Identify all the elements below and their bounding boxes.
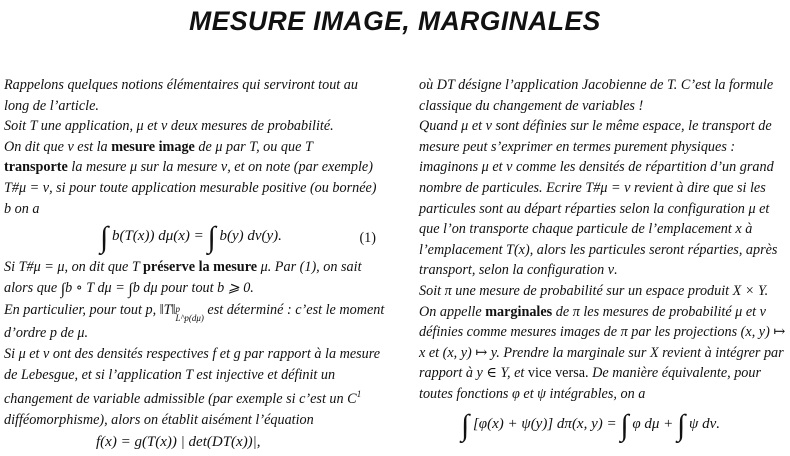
integral-sign: ∫ [100, 221, 109, 255]
left-column [4, 75, 386, 456]
definition-paragraph [4, 116, 386, 219]
equation-1-lhs: b(T(x)) dμ(x) = [111, 228, 204, 245]
article-title: MESURE IMAGE, MARGINALES [189, 6, 601, 36]
equation-jacobian [4, 430, 386, 456]
term-mesure-image: mesure image [111, 138, 195, 155]
preservation-paragraph [4, 257, 386, 300]
definition-text: de μ par T, ou que T [198, 138, 313, 155]
integral-sign: ∫ [60, 280, 66, 298]
marginals-lhs: [φ(x) + ψ(y)] dπ(x, y) = [472, 415, 617, 432]
marginals-phi: φ dμ + [632, 415, 674, 432]
marginals-psi: ψ dν. [689, 415, 720, 432]
density-text: Si μ et ν ont des densités respectives f et g par rapport à la mesure de Lebesgue, et si l’application T est injective et définit un changement de variable admissible (par exemple si c’est un C [4, 345, 381, 408]
integral-sign: ∫ [677, 408, 686, 442]
integral-sign: ∫ [207, 221, 216, 255]
integral-sign: ∫ [128, 280, 133, 298]
vice-versa-text: vice versa. [527, 365, 589, 382]
moment-text: est déterminé : c’est le moment d’ordre p de μ. [4, 302, 385, 342]
marginals-paragraph [419, 281, 787, 405]
density-text: difféomorphisme), alors on établit aisément l’équation [4, 411, 314, 428]
term-marginales: marginales [485, 303, 553, 320]
integral-sign: ∫ [461, 408, 470, 442]
definition-text: la mesure μ sur la mesure ν, et on note (par exemple) T#μ = ν, si pour toute application mesurable positive (ou bornée) b on a [4, 159, 377, 217]
equation-marginals [419, 405, 787, 443]
norm-indices [176, 305, 204, 323]
preservation-text: μ. Par (1), on sait alors que [4, 259, 362, 296]
equation-1 [4, 219, 386, 257]
density-paragraph [4, 344, 386, 430]
right-column [419, 75, 787, 443]
marginals-text: De manière équivalente, pour toutes fonctions φ et ψ intégrables, on a [419, 365, 762, 402]
marginals-text: de π les mesures de probabilité μ et ν définies comme mesures images de π par les projections (x, y) ↦ x et (x, y) ↦ y. Prendre la marginale sur X revient à intégrer par rapport à y ∈ Y, et [419, 303, 786, 382]
preservation-text: Si T#μ = μ, on dit que T [4, 259, 140, 276]
definition-text: On dit que ν est la [4, 138, 108, 155]
moment-paragraph [4, 300, 386, 344]
equation-1-rhs: b(y) dν(y). [219, 228, 282, 245]
intro-paragraph: Rappelons quelques notions élémentaires qui serviront tout au long de l’article. [4, 77, 358, 114]
norm-space: L^p(dμ) [175, 313, 204, 324]
term-preserve-mesure: préserve la mesure [143, 259, 258, 276]
preservation-text: b ∘ T dμ = [65, 279, 125, 296]
equation-number: (1) [359, 230, 376, 247]
marginals-text: Soit π une mesure de probabilité sur un espace produit X × Y. On appelle [419, 282, 769, 320]
definition-line-1: Soit T une application, μ et ν deux mesures de probabilité. [4, 118, 334, 135]
jacobian-paragraph: où DT désigne l’application Jacobienne de T. C’est la formule classique du changement de variables ! [419, 77, 774, 114]
regularity-exponent: 1 [356, 390, 362, 401]
physics-paragraph: Quand μ et ν sont définies sur le même espace, le transport de mesure peut s’exprimer en termes purement physiques : imaginons μ et ν comme les densités de répartition d’un grand nombre de particules. Ecrire T#μ = ν revient à dire que si les particules sont au départ réparties selon la configuration μ et que l’on transporte chaque particule de l’emplacement x à l’emplacement T(x), alors les particules seront réparties, après transport, selon la configuration ν. [419, 118, 778, 279]
moment-text: En particulier, pour tout p, ‖T‖ [4, 302, 176, 319]
jacobian-formula: f(x) = g(T(x)) | det(DT(x))|, [96, 434, 261, 451]
integral-sign: ∫ [620, 408, 629, 442]
norm-exponent: p [175, 304, 181, 315]
term-transporte: transporte [4, 159, 68, 176]
preservation-text: b dμ pour tout b ⩾ 0. [132, 279, 254, 296]
